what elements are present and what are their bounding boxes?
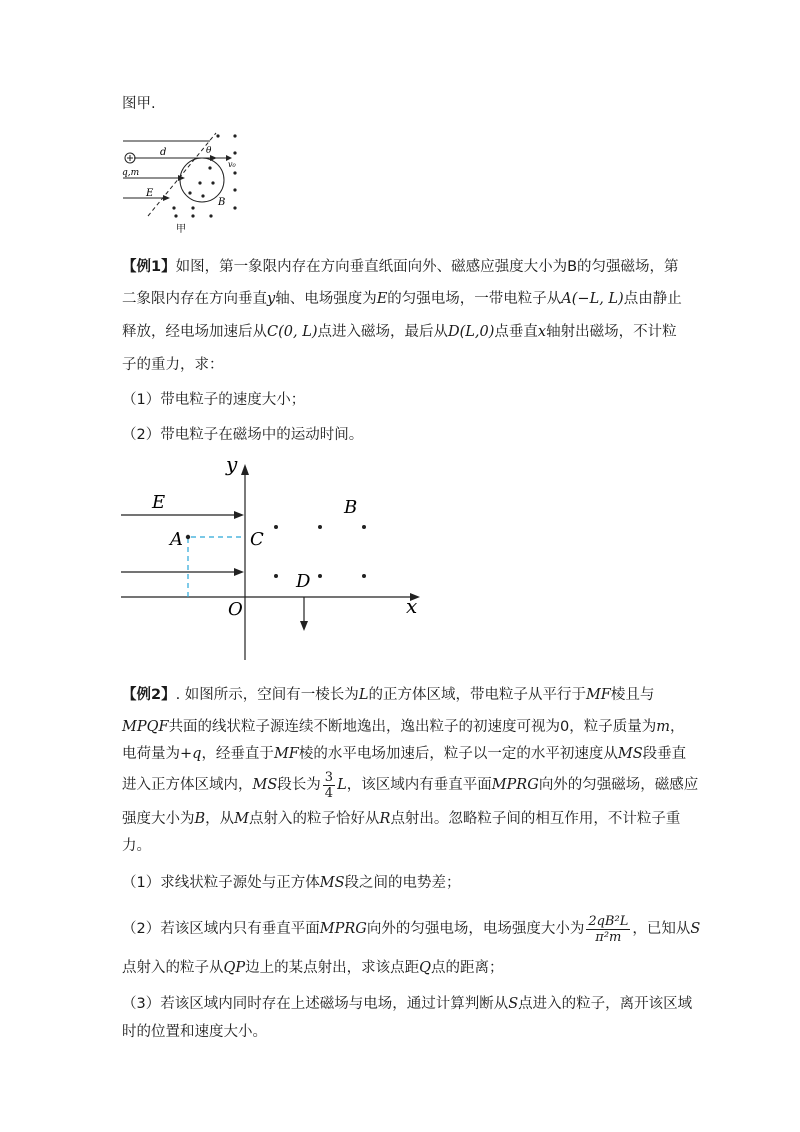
example1-question1: （1）带电粒子的速度大小； <box>122 392 306 408</box>
figure-caption-text: 图甲. <box>122 96 156 112</box>
label-E: E <box>146 188 154 199</box>
point-D-coord: D(L,0) <box>447 324 495 340</box>
example1-tag: 【例1】 <box>122 259 176 275</box>
x-axis-label: x <box>406 594 418 618</box>
y-axis-label: y <box>226 455 238 476</box>
example1-question2: （2）带电粒子在磁场中的运动时间。 <box>122 427 364 443</box>
label-theta: θ <box>206 146 212 156</box>
example2-question1: （1）求线状粒子源处与正方体MS段之间的电势差； <box>122 875 461 891</box>
charge-value: +q <box>180 746 202 762</box>
example1-line2: 二象限内存在方向垂直y轴、电场强度为E的匀强电场，一带电粒子从A(−L, L)点由静止 <box>122 291 682 307</box>
example2-question3-line2: 时的位置和速度大小。 <box>122 1024 267 1040</box>
magnetic-field-dots <box>172 134 236 217</box>
figure-jia <box>118 128 248 238</box>
point-C-coord: C(0, L) <box>267 324 318 340</box>
label-v0: v₀ <box>228 160 236 169</box>
label-d: d <box>160 147 167 158</box>
label-B: B <box>218 197 226 208</box>
E-label: E <box>152 492 166 513</box>
example1-line4: 子的重力，求： <box>122 357 224 373</box>
origin-label: O <box>228 599 243 620</box>
fraction-three-quarters: $\frac{3}{4}$ <box>324 769 334 801</box>
example2-tag: 【例2】 <box>122 687 176 703</box>
C-label: C <box>250 529 264 550</box>
example2-line4: 进入正方体区域内，MS段长为 $\frac{3}{4}$ L，该区域内有垂直平面MPRG向外的匀强磁场，磁感应 <box>122 769 699 801</box>
example2-line2: MPQF共面的线状粒子源连续不断地逸出，逸出粒子的初速度可视为0，粒子质量为m， <box>122 719 685 735</box>
field-strength-fraction: $\frac{\text{2qB²L}}{\text{π²m}}$ <box>588 913 629 945</box>
label-qm: q,m <box>122 168 140 178</box>
example2-question2: （2）若该区域内只有垂直平面MPRG向外的匀强电场，电场强度大小为 $\frac{\text{2qB²L}}{\text{π²m}}$ ，已知从S <box>122 913 701 945</box>
point-A-coord: A(−L, L) <box>561 291 624 307</box>
example2-line6: 力。 <box>122 838 151 854</box>
figure-jia-caption: 甲 <box>176 224 186 235</box>
magnetic-field-dots <box>274 525 366 578</box>
example2-line5: 强度大小为B，从M点射入的粒子恰好从R点射出。忽略粒子间的相互作用，不计粒子重 <box>122 811 681 827</box>
A-label: A <box>170 529 183 550</box>
figure-coordinate-system <box>118 455 428 665</box>
example2-line1: 【例2】. 如图所示，空间有一棱长为L的正方体区域，带电粒子从平行于MF棱且与 <box>122 687 655 703</box>
example2-question3: （3）若该区域内同时存在上述磁场与电场，通过计算判断从S点进入的粒子，离开该区域 <box>122 996 693 1012</box>
example1-line1: 【例1】如图，第一象限内存在方向垂直纸面向外、磁感应强度大小为B的匀强磁场，第 <box>122 259 679 275</box>
example2-line3: 电荷量为+q，经垂直于MF棱的水平电场加速后，粒子以一定的水平初速度从MS段垂直 <box>122 746 687 762</box>
example1-line3: 释放，经电场加速后从C(0, L)点进入磁场，最后从D(L,0)点垂直x轴射出磁场，不计粒 <box>122 324 677 340</box>
B-label: B <box>344 497 358 518</box>
example2-question2-line2: 点射入的粒子从QP边上的某点射出，求该点距Q点的距离； <box>122 960 504 976</box>
D-label: D <box>296 571 311 592</box>
